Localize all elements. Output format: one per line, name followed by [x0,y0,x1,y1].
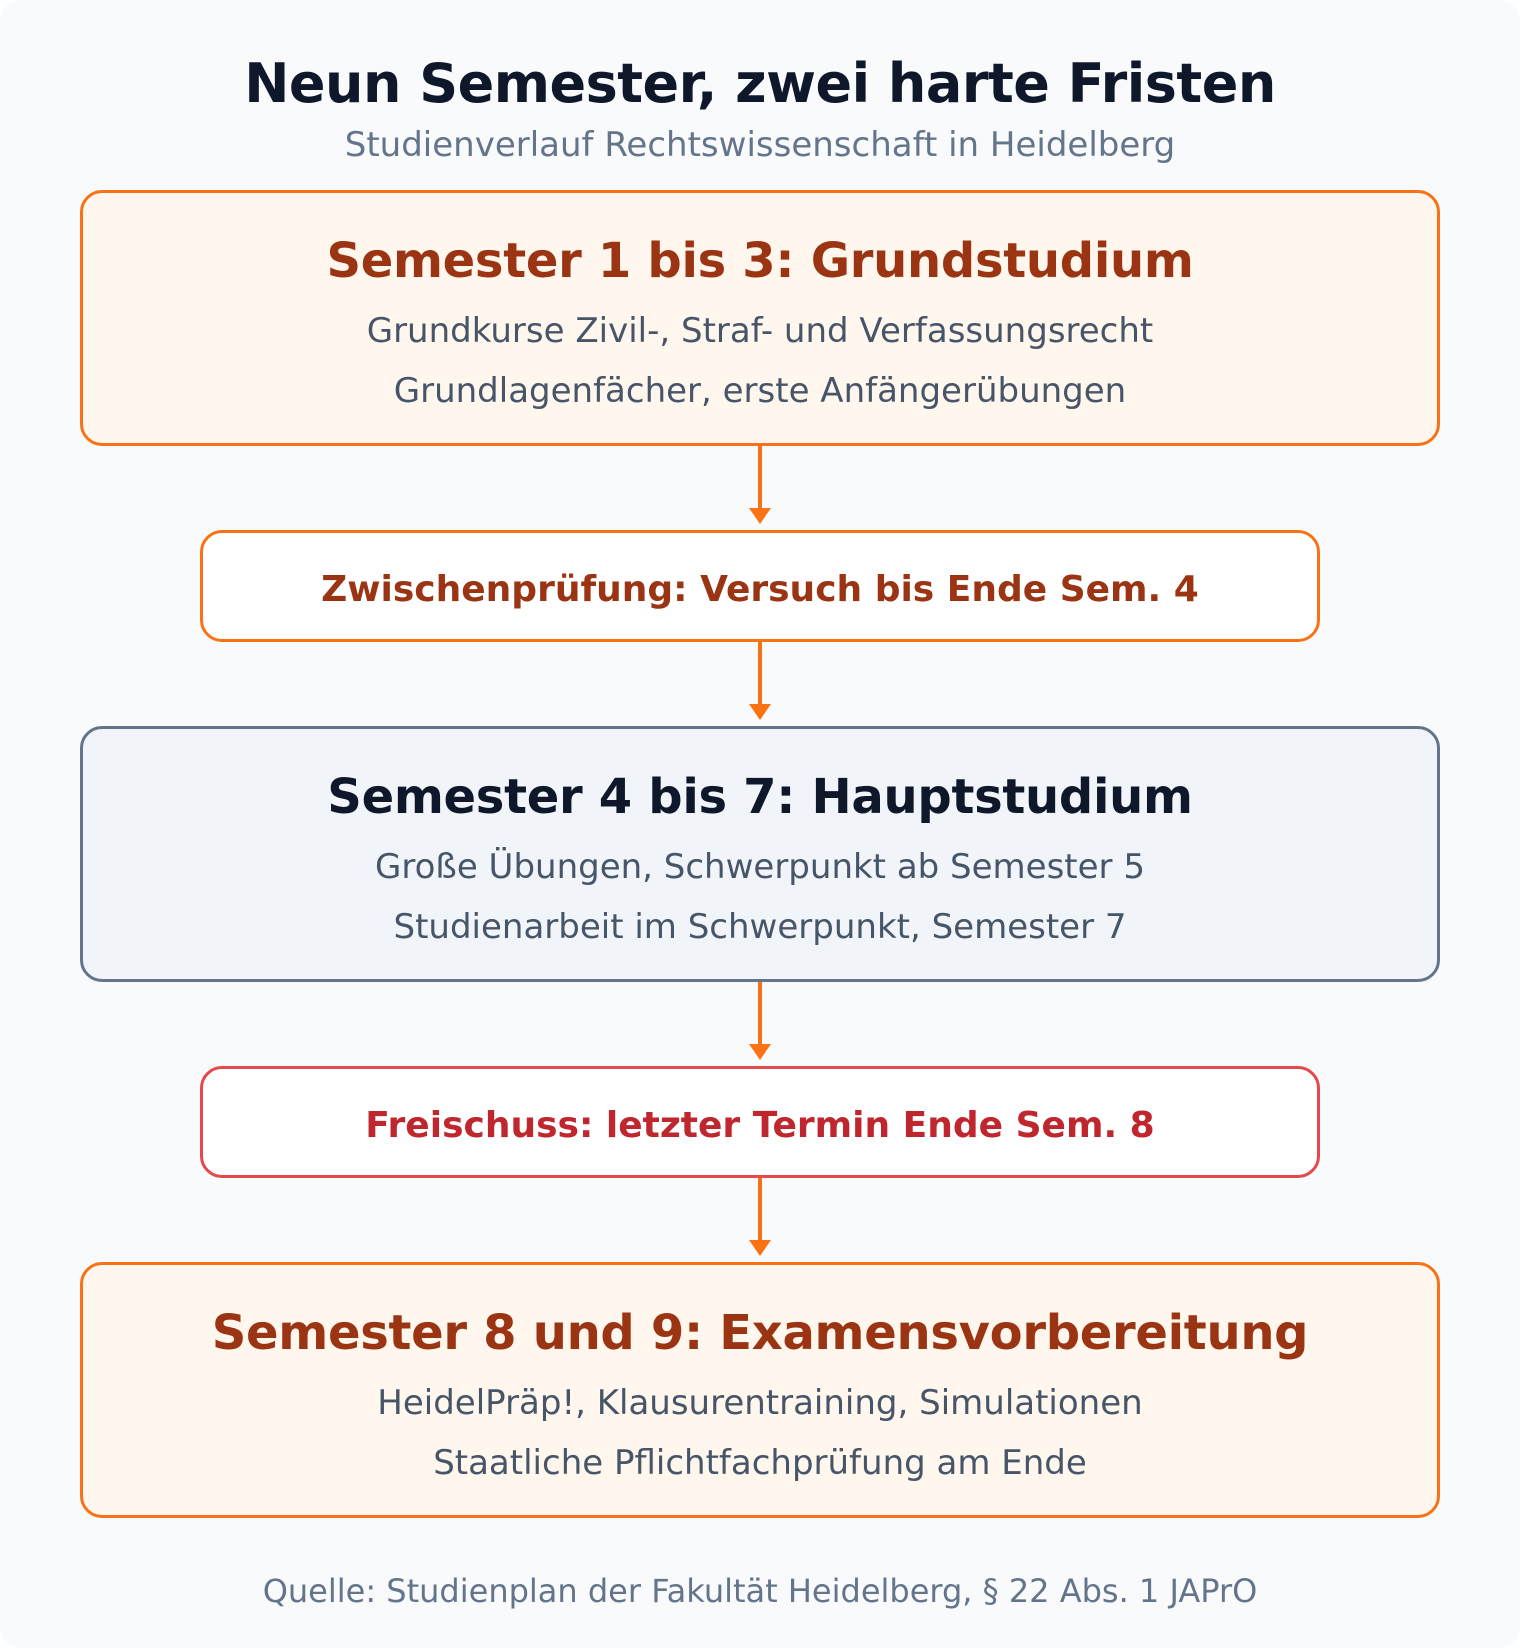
phase-grundstudium-line-1: Grundkurse Zivil-, Straf- und Verfassungsrecht [366,311,1154,351]
phase-grundstudium [80,190,1440,446]
source-note: Quelle: Studienplan der Fakultät Heidelberg, § 22 Abs. 1 JAPrO [262,1572,1258,1610]
deadline-freischuss [200,1066,1320,1178]
phase-grundstudium-line-2: Grundlagenfächer, erste Anfängerübungen [393,371,1127,411]
connector-line-1 [758,446,762,510]
phase-hauptstudium [80,726,1440,982]
deadline-zwischenpruefung-text: Zwischenprüfung: Versuch bis Ende Sem. 4 [321,569,1199,610]
phase-examensvorbereitung-heading: Semester 8 und 9: Examensvorbereitung [211,1305,1309,1361]
phase-hauptstudium-line-1: Große Übungen, Schwerpunkt ab Semester 5 [375,847,1145,887]
phase-hauptstudium-heading: Semester 4 bis 7: Hauptstudium [327,769,1193,825]
connector-line-2 [758,642,762,706]
diagram-subtitle: Studienverlauf Rechtswissenschaft in Heidelberg [344,125,1176,165]
phase-grundstudium-heading: Semester 1 bis 3: Grundstudium [326,233,1194,289]
connector-line-4 [758,1178,762,1242]
phase-hauptstudium-line-2: Studienarbeit im Schwerpunkt, Semester 7 [393,907,1127,947]
arrow-down-icon [749,1240,771,1256]
arrow-down-icon [749,704,771,720]
phase-examensvorbereitung [80,1262,1440,1518]
phase-examensvorbereitung-line-1: HeidelPräp!, Klausurentraining, Simulationen [377,1383,1143,1423]
deadline-zwischenpruefung [200,530,1320,642]
phase-examensvorbereitung-line-2: Staatliche Pflichtfachprüfung am Ende [433,1443,1087,1483]
arrow-down-icon [749,1044,771,1060]
connector-line-3 [758,982,762,1046]
diagram-title: Neun Semester, zwei harte Fristen [244,52,1276,115]
deadline-freischuss-text: Freischuss: letzter Termin Ende Sem. 8 [365,1105,1155,1146]
arrow-down-icon [749,508,771,524]
